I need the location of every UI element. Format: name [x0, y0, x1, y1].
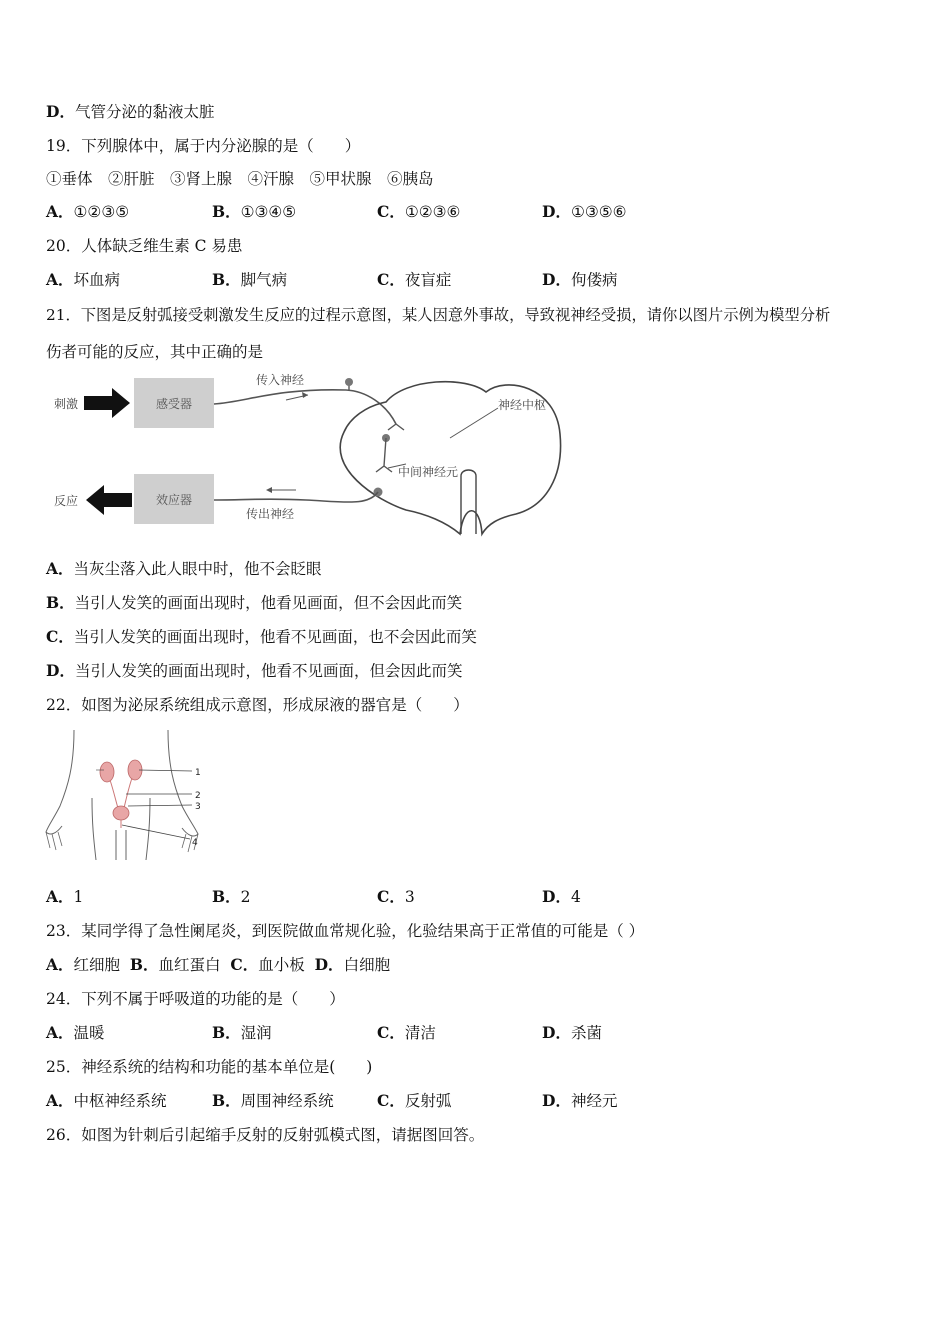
option-b[interactable]: B．①③④⑤	[212, 202, 297, 221]
ureters	[110, 778, 132, 808]
q21-option-c[interactable]: C．当引人发笑的画面出现时，他看不见画面，也不会因此而笑	[46, 627, 477, 646]
urinary-system-figure	[44, 726, 206, 862]
q23-stem: 23．某同学得了急性阑尾炎，到医院做血常规化验，化验结果高于正常值的可能是（ ）	[46, 922, 645, 940]
option-a[interactable]: A．红细胞	[46, 955, 121, 974]
fig-label-4: 4	[192, 838, 198, 848]
option-d[interactable]: D．①③⑤⑥	[542, 202, 627, 221]
body-outline-right	[168, 730, 198, 836]
q19-stem: 19．下列腺体中，属于内分泌腺的是（ ）	[46, 137, 361, 155]
option-b[interactable]: B．血红蛋白	[129, 955, 221, 974]
afferent-cell-body	[345, 378, 353, 386]
response-label: 反应	[54, 494, 79, 508]
option-d[interactable]: D．佝偻病	[542, 270, 618, 289]
option-d[interactable]: D．神经元	[542, 1091, 618, 1110]
option-a[interactable]: A．坏血病	[46, 270, 121, 289]
q24-stem: 24．下列不属于呼吸道的功能的是（ ）	[46, 990, 345, 1008]
option-c[interactable]: C．夜盲症	[377, 270, 452, 289]
option-c[interactable]: C．清洁	[377, 1023, 436, 1042]
q21-option-b[interactable]: B．当引人发笑的画面出现时，他看见画面，但不会因此而笑	[46, 593, 463, 612]
q25-stem: 25．神经系统的结构和功能的基本单位是( )	[46, 1058, 373, 1076]
response-arrow	[86, 485, 132, 515]
q26-stem: 26．如图为针刺后引起缩手反射的反射弧模式图，请据图回答。	[46, 1126, 485, 1144]
option-c[interactable]: C．反射弧	[377, 1091, 452, 1110]
q19-items: ①垂体 ②肝脏 ③肾上腺 ④汗腺 ⑤甲状腺 ⑥胰岛	[46, 170, 434, 188]
reflex-arc-figure	[46, 364, 566, 548]
option-a[interactable]: A．温暖	[46, 1023, 105, 1042]
efferent-label: 传出神经	[246, 507, 295, 521]
option-d[interactable]: D．4	[542, 887, 581, 906]
q21-stem-line2: 伤者可能的反应，其中正确的是	[46, 343, 264, 361]
option-c[interactable]: C．血小板	[230, 955, 305, 974]
effector-label: 效应器	[155, 493, 193, 507]
fig-label-1: 1	[195, 768, 201, 778]
stimulus-label: 刺激	[54, 397, 79, 411]
body-outline-left	[46, 730, 74, 834]
bladder	[113, 806, 129, 820]
receptor-label: 感受器	[155, 397, 193, 411]
option-a[interactable]: A．①②③⑤	[46, 202, 130, 221]
option-a[interactable]: A．1	[46, 887, 84, 906]
option-text: 气管分泌的黏液太脏	[74, 103, 215, 121]
option-b[interactable]: B．湿润	[212, 1023, 272, 1042]
q23-options	[46, 954, 390, 976]
option-a[interactable]: A．中枢神经系统	[46, 1091, 167, 1110]
interneuron	[376, 438, 392, 472]
q22-stem: 22．如图为泌尿系统组成示意图，形成尿液的器官是（ ）	[46, 696, 469, 714]
option-d[interactable]: D．杀菌	[542, 1023, 602, 1042]
fig-label-3: 3	[195, 802, 201, 812]
center-label: 神经中枢	[498, 398, 547, 412]
q21-option-d[interactable]: D．当引人发笑的画面出现时，他看不见画面，但会因此而笑	[46, 661, 463, 680]
option-c[interactable]: C．①②③⑥	[377, 202, 461, 221]
interneuron-label: 中间神经元	[398, 465, 459, 479]
q18-option-d	[46, 101, 214, 123]
q21-stem-line1: 21．下图是反射弧接受刺激发生反应的过程示意图，某人因意外事故，导致视神经受损，请你以图片示例为模型分析	[46, 306, 831, 324]
option-d[interactable]: D．白细胞	[314, 955, 391, 974]
kidney-left	[100, 762, 114, 782]
q20-stem: 20．人体缺乏维生素 C 易患	[46, 237, 243, 255]
afferent-label: 传入神经	[256, 373, 305, 387]
option-b[interactable]: B．2	[212, 887, 251, 906]
option-c[interactable]: C．3	[377, 887, 415, 906]
option-b[interactable]: B．脚气病	[212, 270, 288, 289]
stimulus-arrow	[84, 388, 130, 418]
efferent-nerve	[214, 492, 378, 502]
option-letter: D．	[46, 102, 75, 121]
q21-option-a[interactable]: A．当灰尘落入此人眼中时，他不会眨眼	[46, 559, 322, 578]
fig-label-2: 2	[195, 791, 201, 801]
option-b[interactable]: B．周围神经系统	[212, 1091, 334, 1110]
